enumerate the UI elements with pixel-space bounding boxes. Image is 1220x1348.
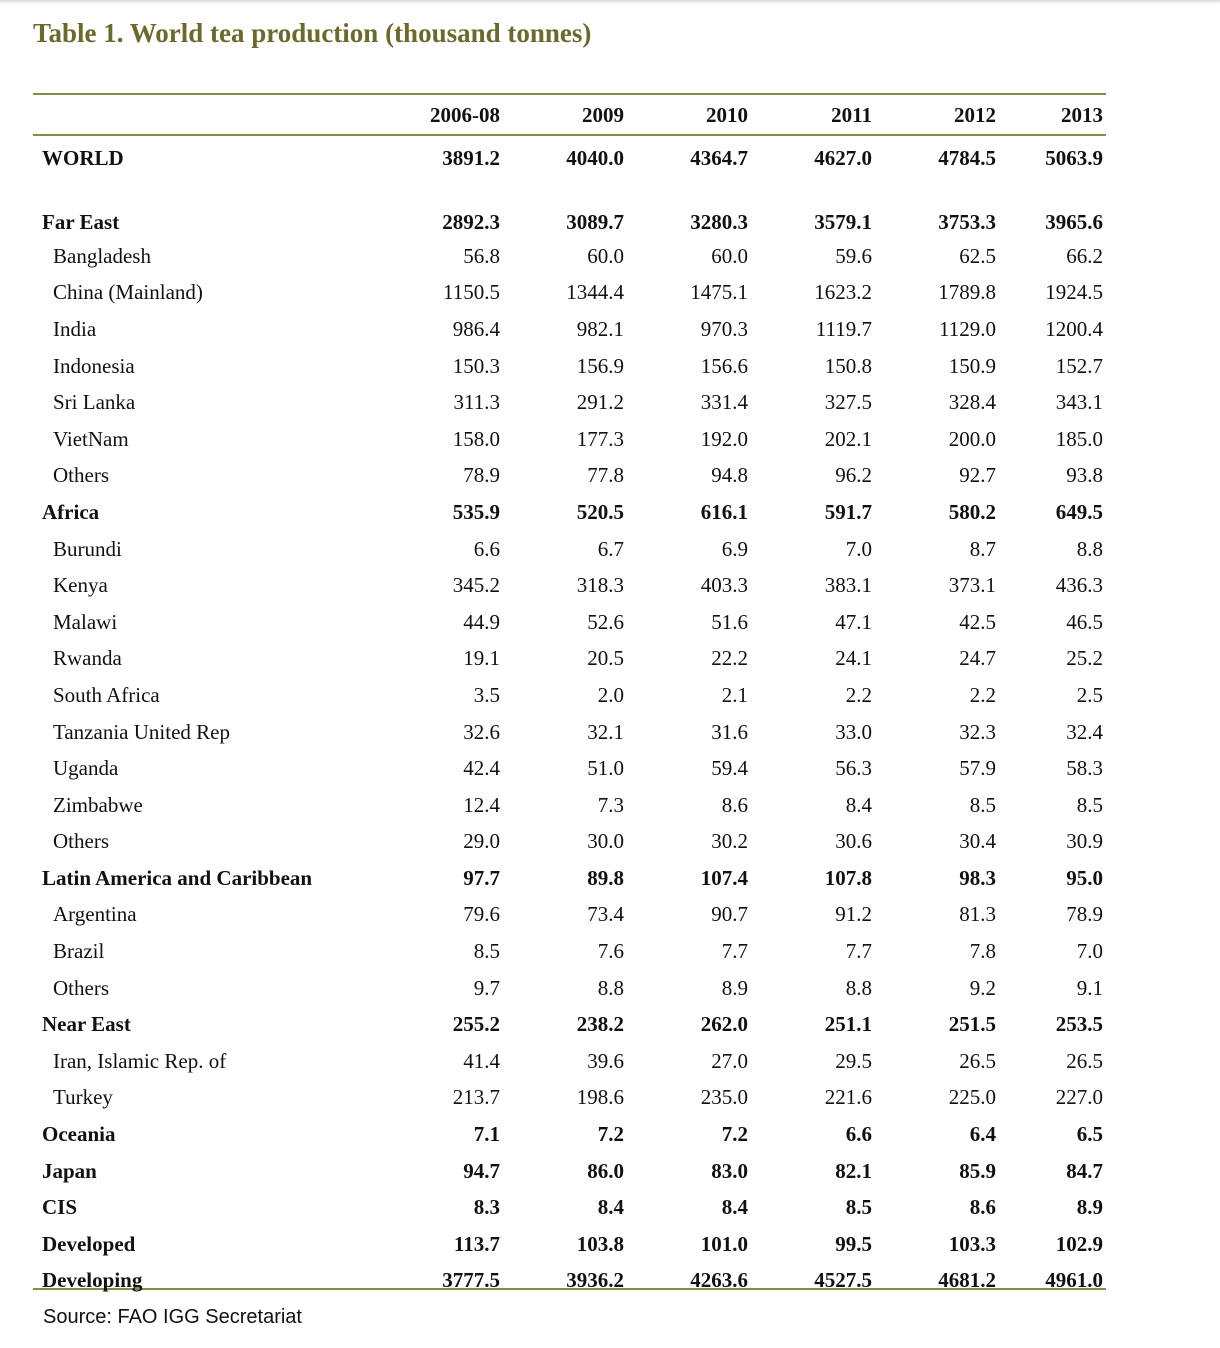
table-row: [33, 897, 1106, 934]
value-cell: 8.4: [845, 792, 872, 817]
value-cell: 982.1: [576, 316, 624, 341]
table-row: [33, 421, 1106, 458]
value-cell: 6.9: [721, 536, 748, 561]
value-cell: 4784.5: [938, 146, 996, 170]
value-cell: 86.0: [587, 1158, 624, 1183]
value-cell: 3891.2: [442, 146, 500, 170]
value-cell: 343.1: [1055, 390, 1103, 415]
column-header: 2012: [954, 102, 996, 127]
table-row: [33, 787, 1106, 824]
table-row: [33, 567, 1106, 604]
value-cell: 32.1: [587, 719, 624, 744]
row-label: South Africa: [53, 682, 160, 707]
value-cell: 235.0: [700, 1085, 748, 1110]
value-cell: 12.4: [463, 792, 500, 817]
value-cell: 8.4: [721, 1195, 748, 1220]
value-cell: 113.7: [453, 1231, 500, 1256]
table-body: [33, 134, 1106, 1299]
row-label: Latin America and Caribbean: [42, 865, 313, 890]
value-cell: 42.4: [463, 756, 500, 781]
value-cell: 213.7: [452, 1085, 500, 1110]
value-cell: 9.7: [473, 975, 500, 1000]
value-cell: 5063.9: [1045, 146, 1103, 170]
value-cell: 85.9: [959, 1158, 996, 1183]
value-cell: 3753.3: [938, 210, 996, 234]
column-header: 2006-08: [430, 102, 500, 127]
value-cell: 1344.4: [566, 280, 624, 305]
row-label: Burundi: [53, 536, 122, 561]
table-row: [33, 1080, 1106, 1117]
table-row-aggregate: [33, 1189, 1106, 1226]
value-cell: 24.7: [959, 646, 996, 671]
row-label: Others: [53, 463, 109, 488]
row-label: Sri Lanka: [53, 390, 136, 415]
table-row: [33, 824, 1106, 861]
row-label: Oceania: [42, 1122, 116, 1147]
value-cell: 32.3: [959, 719, 996, 744]
value-cell: 3579.1: [814, 210, 872, 234]
row-label: Uganda: [53, 756, 119, 781]
value-cell: 1475.1: [690, 280, 748, 305]
value-cell: 102.9: [1055, 1231, 1103, 1256]
value-cell: 60.0: [587, 243, 624, 268]
value-cell: 8.5: [1076, 792, 1103, 817]
value-cell: 150.8: [824, 353, 872, 378]
table-row-aggregate: [33, 1263, 1106, 1300]
value-cell: 311.3: [453, 390, 500, 415]
value-cell: 96.2: [835, 463, 872, 488]
value-cell: 1924.5: [1045, 280, 1103, 305]
table-row-aggregate: [33, 183, 1106, 238]
value-cell: 56.8: [463, 243, 500, 268]
value-cell: 227.0: [1055, 1085, 1103, 1110]
value-cell: 345.2: [452, 573, 500, 598]
value-cell: 150.3: [452, 353, 500, 378]
table-row: [33, 384, 1106, 421]
value-cell: 255.2: [452, 1012, 500, 1037]
value-cell: 97.7: [463, 865, 500, 890]
value-cell: 107.8: [824, 865, 872, 890]
row-label: Argentina: [53, 902, 137, 927]
value-cell: 57.9: [959, 756, 996, 781]
value-cell: 6.6: [845, 1122, 872, 1147]
value-cell: 318.3: [576, 573, 624, 598]
value-cell: 3280.3: [690, 210, 748, 234]
row-label: Turkey: [53, 1085, 113, 1110]
value-cell: 8.8: [845, 975, 872, 1000]
value-cell: 44.9: [463, 609, 500, 634]
value-cell: 7.7: [721, 939, 748, 964]
row-label: Far East: [42, 210, 120, 234]
value-cell: 262.0: [700, 1012, 748, 1037]
column-header: 2013: [1061, 102, 1103, 127]
value-cell: 46.5: [1066, 609, 1103, 634]
value-cell: 580.2: [948, 499, 996, 524]
value-cell: 8.6: [969, 1195, 996, 1220]
value-cell: 591.7: [824, 499, 872, 524]
value-cell: 29.0: [463, 829, 500, 854]
table-row-aggregate: [33, 1006, 1106, 1043]
table-row: [33, 750, 1106, 787]
value-cell: 9.2: [969, 975, 996, 1000]
value-cell: 328.4: [948, 390, 996, 415]
row-label: Brazil: [53, 939, 105, 964]
value-cell: 42.5: [959, 609, 996, 634]
value-cell: 177.3: [576, 426, 624, 451]
value-cell: 22.2: [711, 646, 748, 671]
value-cell: 1119.7: [815, 316, 872, 341]
row-label: Others: [53, 829, 109, 854]
value-cell: 535.9: [452, 499, 500, 524]
value-cell: 3936.2: [566, 1268, 624, 1293]
value-cell: 83.0: [711, 1158, 748, 1183]
value-cell: 89.8: [587, 865, 624, 890]
value-cell: 7.0: [1076, 939, 1103, 964]
value-cell: 2.1: [721, 682, 748, 707]
value-cell: 30.6: [835, 829, 872, 854]
table-row: [33, 1043, 1106, 1080]
table-row-aggregate: [33, 1116, 1106, 1153]
value-cell: 403.3: [700, 573, 748, 598]
value-cell: 47.1: [835, 609, 872, 634]
value-cell: 82.1: [835, 1158, 872, 1183]
value-cell: 238.2: [576, 1012, 624, 1037]
value-cell: 81.3: [959, 902, 996, 927]
value-cell: 7.6: [597, 939, 624, 964]
value-cell: 373.1: [948, 573, 996, 598]
table-row: [33, 641, 1106, 678]
source-note: Source: FAO IGG Secretariat: [43, 1306, 302, 1328]
row-label: CIS: [42, 1195, 78, 1220]
value-cell: 98.3: [959, 865, 996, 890]
value-cell: 200.0: [948, 426, 996, 451]
value-cell: 103.3: [948, 1231, 996, 1256]
row-label: Zimbabwe: [53, 792, 143, 817]
value-cell: 30.2: [711, 829, 748, 854]
value-cell: 383.1: [824, 573, 872, 598]
header-row: [33, 96, 1106, 134]
value-cell: 7.8: [969, 939, 996, 964]
value-cell: 51.6: [711, 609, 748, 634]
value-cell: 103.8: [576, 1231, 624, 1256]
value-cell: 150.9: [948, 353, 996, 378]
value-cell: 331.4: [700, 390, 748, 415]
value-cell: 7.2: [721, 1122, 748, 1147]
table-row: [33, 275, 1106, 312]
value-cell: 56.3: [835, 756, 872, 781]
value-cell: 520.5: [576, 499, 624, 524]
value-cell: 4627.0: [814, 146, 872, 170]
value-cell: 7.0: [845, 536, 872, 561]
value-cell: 156.9: [576, 353, 624, 378]
value-cell: 225.0: [948, 1085, 996, 1110]
value-cell: 24.1: [835, 646, 872, 671]
row-label: Kenya: [53, 573, 108, 598]
value-cell: 26.5: [1066, 1048, 1103, 1073]
value-cell: 77.8: [587, 463, 624, 488]
column-header: 2009: [582, 102, 624, 127]
value-cell: 436.3: [1055, 573, 1103, 598]
value-cell: 3965.6: [1045, 210, 1103, 234]
table-row: [33, 677, 1106, 714]
value-cell: 198.6: [576, 1085, 624, 1110]
value-cell: 33.0: [835, 719, 872, 744]
tea-production-table: [33, 96, 1106, 1299]
value-cell: 4681.2: [938, 1268, 996, 1293]
value-cell: 29.5: [835, 1048, 872, 1073]
value-cell: 4040.0: [566, 146, 624, 170]
row-label: Tanzania United Rep: [53, 719, 230, 744]
value-cell: 78.9: [1066, 902, 1103, 927]
value-cell: 156.6: [700, 353, 748, 378]
value-cell: 32.4: [1066, 719, 1103, 744]
value-cell: 2.2: [969, 682, 996, 707]
value-cell: 9.1: [1076, 975, 1103, 1000]
row-label: Others: [53, 975, 109, 1000]
value-cell: 6.7: [597, 536, 624, 561]
table-row: [33, 714, 1106, 751]
value-cell: 107.4: [700, 865, 748, 890]
value-cell: 8.5: [845, 1195, 872, 1220]
value-cell: 8.5: [969, 792, 996, 817]
row-label: Developed: [42, 1231, 136, 1256]
row-label: Near East: [42, 1012, 131, 1037]
table-row-aggregate: [33, 494, 1106, 531]
row-label: Japan: [42, 1158, 97, 1183]
value-cell: 6.5: [1076, 1122, 1103, 1147]
value-cell: 41.4: [463, 1048, 500, 1073]
value-cell: 3777.5: [442, 1268, 500, 1293]
value-cell: 2.0: [597, 682, 624, 707]
table-row-aggregate: [33, 860, 1106, 897]
value-cell: 20.5: [587, 646, 624, 671]
row-label: Bangladesh: [53, 243, 151, 268]
value-cell: 8.5: [473, 939, 500, 964]
value-cell: 8.8: [597, 975, 624, 1000]
value-cell: 152.7: [1055, 353, 1103, 378]
table-header: [33, 96, 1106, 134]
value-cell: 30.0: [587, 829, 624, 854]
table-row: [33, 970, 1106, 1007]
value-cell: 8.9: [1076, 1195, 1103, 1220]
column-header: 2011: [831, 102, 872, 127]
value-cell: 51.0: [587, 756, 624, 781]
table-row: [33, 933, 1106, 970]
row-label: WORLD: [42, 146, 124, 170]
value-cell: 3089.7: [566, 210, 624, 234]
value-cell: 94.7: [463, 1158, 500, 1183]
value-cell: 95.0: [1066, 865, 1103, 890]
table-row: [33, 531, 1106, 568]
table-top-rule: [33, 93, 1106, 95]
value-cell: 1150.5: [443, 280, 500, 305]
value-cell: 101.0: [700, 1231, 748, 1256]
value-cell: 58.3: [1066, 756, 1103, 781]
value-cell: 84.7: [1066, 1158, 1103, 1183]
value-cell: 1789.8: [938, 280, 996, 305]
column-header: 2010: [706, 102, 748, 127]
value-cell: 62.5: [959, 243, 996, 268]
value-cell: 8.4: [597, 1195, 624, 1220]
value-cell: 39.6: [587, 1048, 624, 1073]
value-cell: 4961.0: [1045, 1268, 1103, 1293]
value-cell: 32.6: [463, 719, 500, 744]
header-label-cell: [33, 96, 379, 134]
value-cell: 327.5: [824, 390, 872, 415]
value-cell: 8.8: [1076, 536, 1103, 561]
row-label: Rwanda: [53, 646, 122, 671]
table-row: [33, 458, 1106, 495]
row-label: Indonesia: [53, 353, 135, 378]
value-cell: 251.5: [948, 1012, 996, 1037]
table-row: [33, 604, 1106, 641]
value-cell: 60.0: [711, 243, 748, 268]
value-cell: 59.4: [711, 756, 748, 781]
value-cell: 8.3: [473, 1195, 500, 1220]
value-cell: 649.5: [1055, 499, 1103, 524]
row-label: China (Mainland): [53, 280, 203, 305]
row-label: Africa: [42, 499, 100, 524]
value-cell: 6.6: [473, 536, 500, 561]
value-cell: 7.7: [845, 939, 872, 964]
table-row: [33, 238, 1106, 275]
value-cell: 59.6: [835, 243, 872, 268]
value-cell: 52.6: [587, 609, 624, 634]
value-cell: 7.2: [597, 1122, 624, 1147]
value-cell: 1129.0: [939, 316, 996, 341]
table-row: [33, 311, 1106, 348]
value-cell: 185.0: [1055, 426, 1103, 451]
value-cell: 2892.3: [442, 210, 500, 234]
value-cell: 6.4: [969, 1122, 996, 1147]
value-cell: 202.1: [824, 426, 872, 451]
value-cell: 253.5: [1055, 1012, 1103, 1037]
value-cell: 93.8: [1066, 463, 1103, 488]
row-label: Iran, Islamic Rep. of: [53, 1048, 227, 1073]
value-cell: 1200.4: [1045, 316, 1103, 341]
value-cell: 8.7: [969, 536, 996, 561]
value-cell: 4364.7: [690, 146, 748, 170]
value-cell: 78.9: [463, 463, 500, 488]
value-cell: 27.0: [711, 1048, 748, 1073]
row-label: Malawi: [53, 609, 118, 634]
value-cell: 8.9: [721, 975, 748, 1000]
table-row-aggregate: [33, 1153, 1106, 1190]
row-label: India: [53, 316, 97, 341]
value-cell: 221.6: [824, 1085, 872, 1110]
value-cell: 1623.2: [814, 280, 872, 305]
value-cell: 7.1: [473, 1122, 500, 1147]
value-cell: 79.6: [463, 902, 500, 927]
value-cell: 2.2: [845, 682, 872, 707]
value-cell: 94.8: [711, 463, 748, 488]
row-label: Developing: [42, 1268, 143, 1293]
value-cell: 986.4: [452, 316, 500, 341]
value-cell: 92.7: [959, 463, 996, 488]
value-cell: 19.1: [463, 646, 500, 671]
table-row-aggregate: [33, 134, 1106, 183]
value-cell: 31.6: [711, 719, 748, 744]
value-cell: 970.3: [700, 316, 748, 341]
value-cell: 4263.6: [690, 1268, 748, 1293]
value-cell: 26.5: [959, 1048, 996, 1073]
value-cell: 90.7: [711, 902, 748, 927]
value-cell: 3.5: [473, 682, 500, 707]
value-cell: 73.4: [587, 902, 624, 927]
value-cell: 4527.5: [814, 1268, 872, 1293]
row-label: VietNam: [53, 426, 129, 451]
value-cell: 30.4: [959, 829, 996, 854]
value-cell: 616.1: [700, 499, 748, 524]
value-cell: 7.3: [597, 792, 624, 817]
value-cell: 192.0: [700, 426, 748, 451]
value-cell: 91.2: [835, 902, 872, 927]
value-cell: 66.2: [1066, 243, 1103, 268]
value-cell: 251.1: [824, 1012, 872, 1037]
value-cell: 25.2: [1066, 646, 1103, 671]
value-cell: 99.5: [835, 1231, 872, 1256]
page-top-edge: [0, 0, 1220, 4]
table-row-aggregate: [33, 1226, 1106, 1263]
value-cell: 8.6: [721, 792, 748, 817]
value-cell: 291.2: [576, 390, 624, 415]
table-row: [33, 348, 1106, 385]
value-cell: 30.9: [1066, 829, 1103, 854]
value-cell: 158.0: [452, 426, 500, 451]
value-cell: 2.5: [1076, 682, 1103, 707]
table-title: Table 1. World tea production (thousand tonnes): [33, 18, 592, 48]
